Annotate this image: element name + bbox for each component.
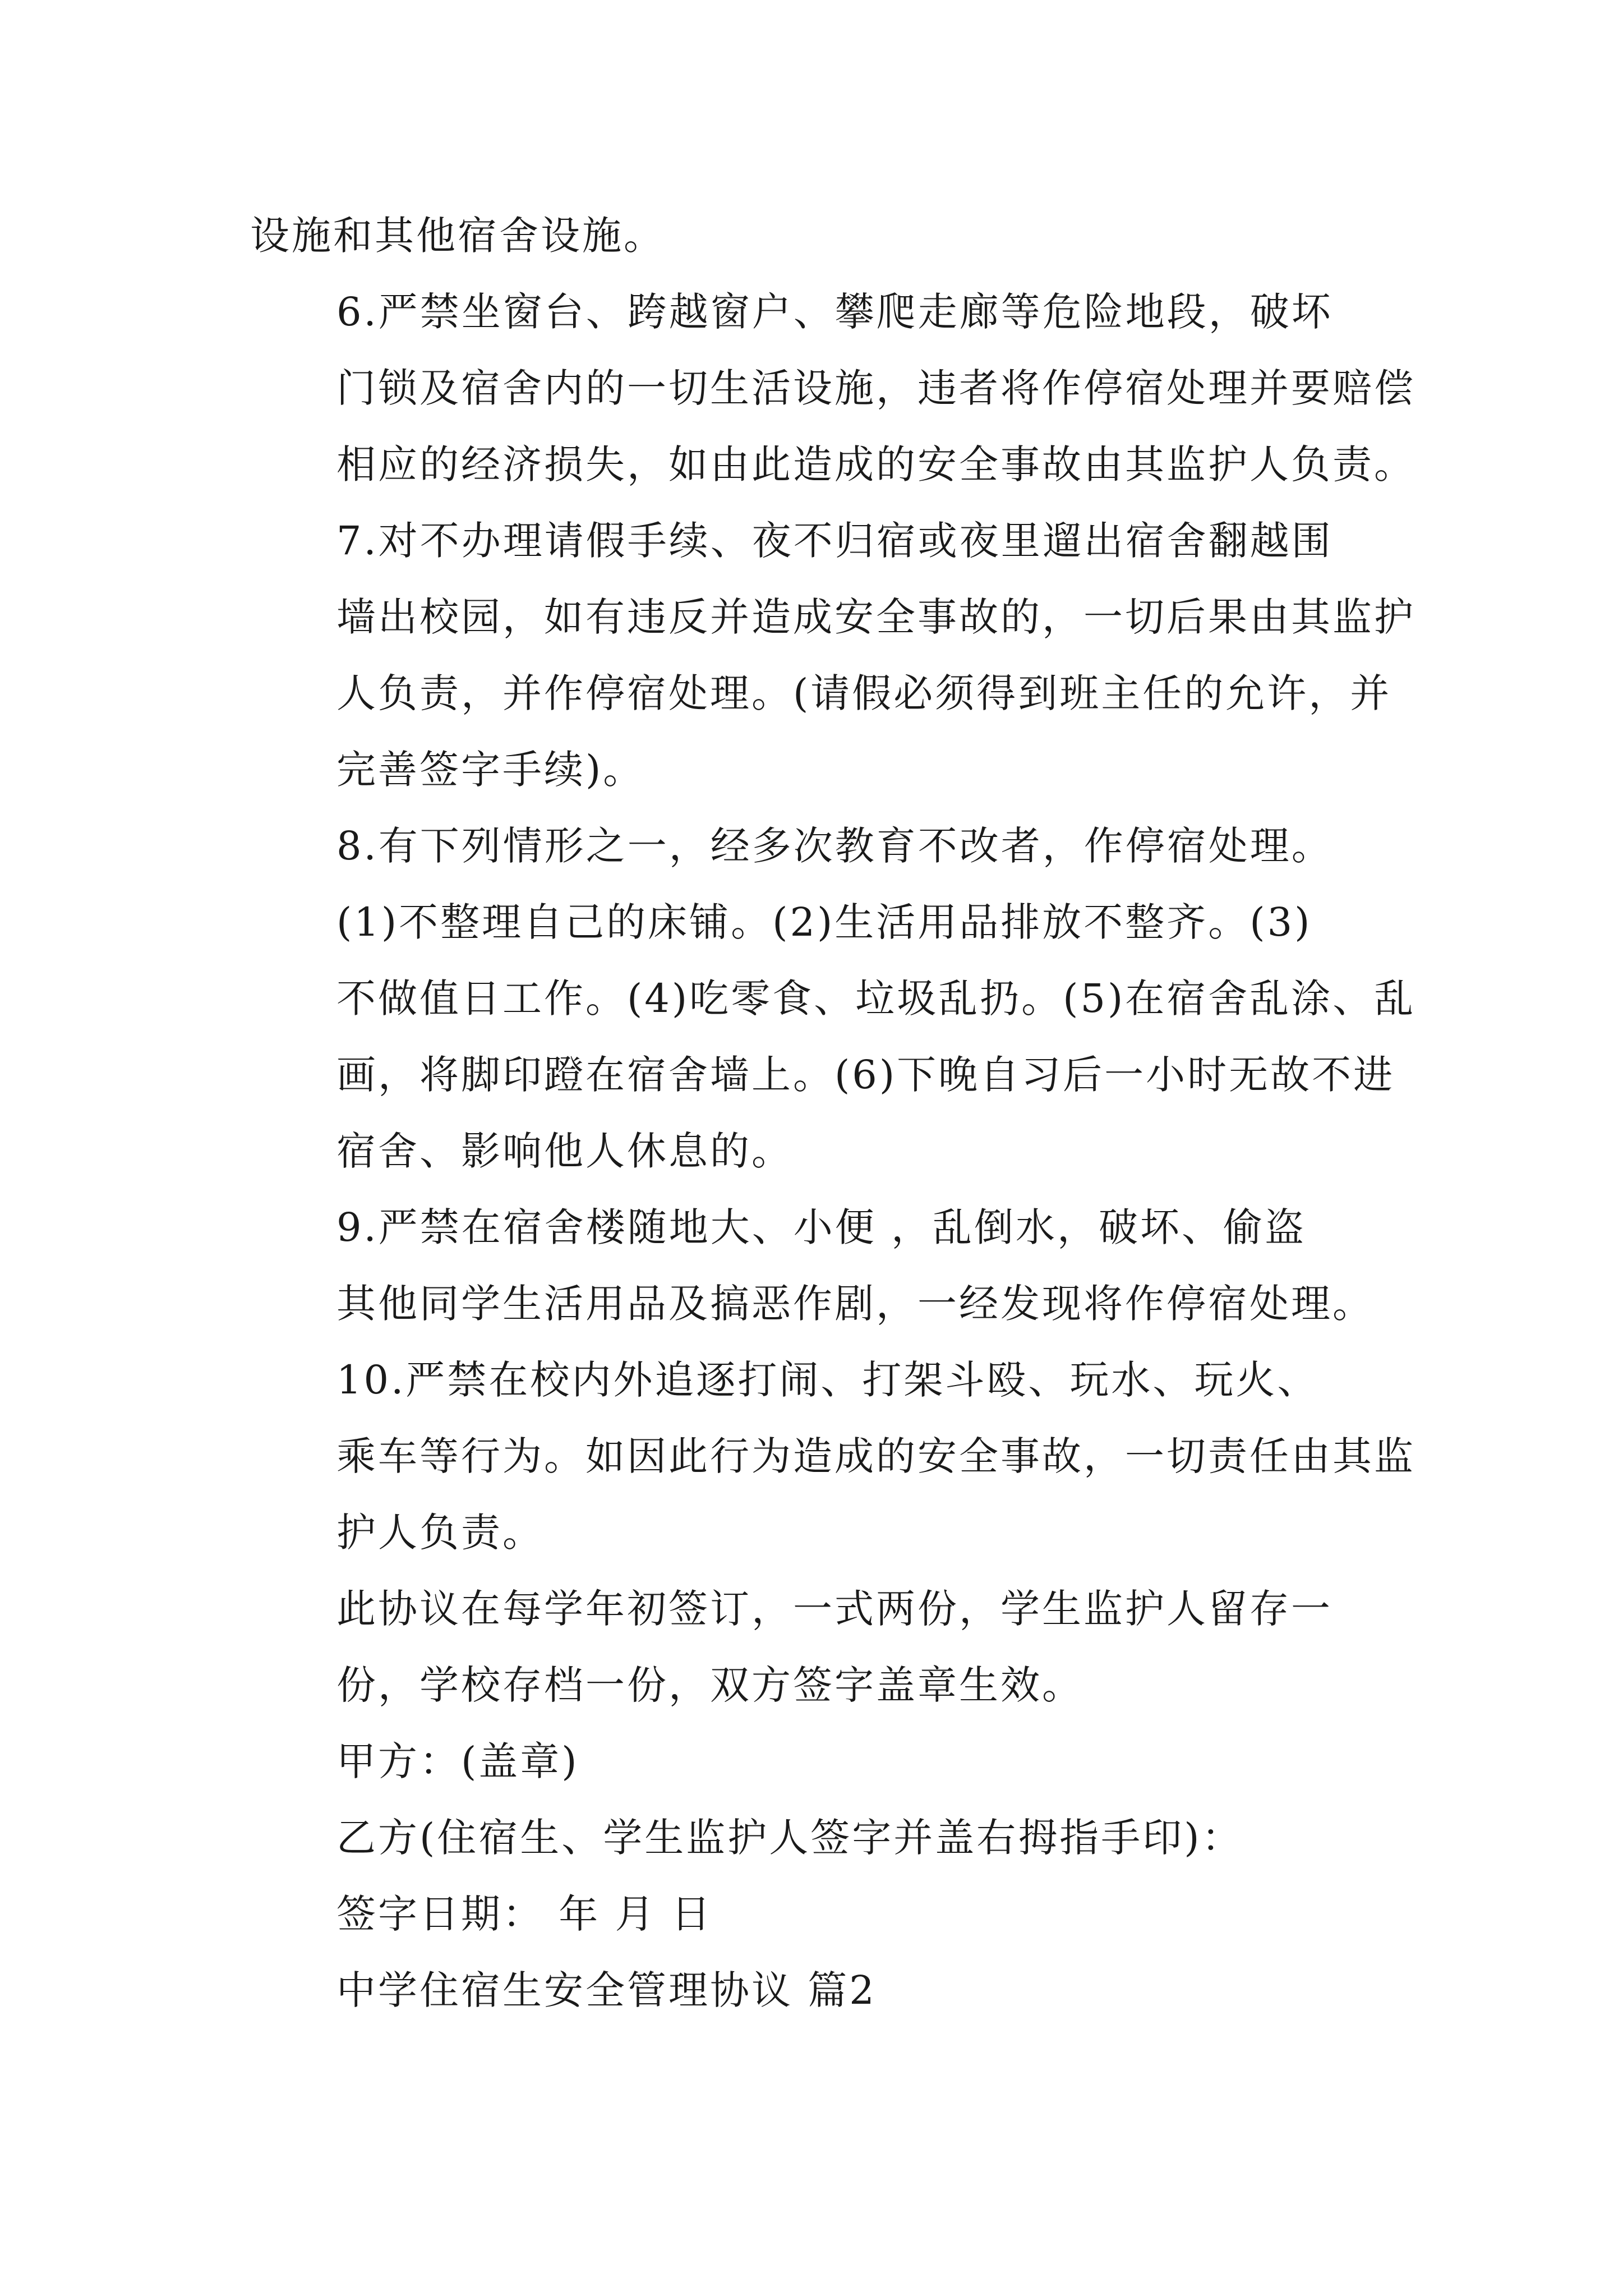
- document-body: [250, 197, 1416, 2028]
- text-line: 10.严禁在校内外追逐打闹、打架斗殴、玩水、玩火、: [336, 1357, 1319, 1403]
- text-line: 相应的经济损失，如由此造成的安全事故由其监护人负责。: [336, 441, 1415, 487]
- text-line: 甲方：(盖章): [336, 1738, 579, 1784]
- text-line: 不做值日工作。(4)吃零食、垃圾乱扔。(5)在宿舍乱涂、乱: [336, 976, 1416, 1022]
- text-line: 7.对不办理请假手续、夜不归宿或夜里遛出宿舍翻越围: [336, 518, 1333, 564]
- text-line: 画，将脚印蹬在宿舍墙上。(6)下晚自习后一小时无故不进: [336, 1052, 1395, 1098]
- text-line: 8.有下列情形之一，经多次教育不改者，作停宿处理。: [336, 823, 1333, 869]
- text-line: 此协议在每学年初签订，一式两份，学生监护人留存一: [336, 1586, 1332, 1632]
- paragraph: [250, 884, 1416, 1189]
- text-line: 设施和其他宿舍设施。: [250, 213, 665, 259]
- text-line: 人负责，并作停宿处理。(请假必须得到班主任的允许，并: [336, 670, 1392, 716]
- paragraph: [250, 1723, 1377, 1800]
- text-line: 其他同学生活用品及搞恶作剧，一经发现将作停宿处理。: [336, 1281, 1374, 1327]
- text-line: 门锁及宿舍内的一切生活设施，违者将作停宿处理并要赔偿: [336, 365, 1415, 411]
- paragraph: [250, 197, 1377, 274]
- paragraph: [250, 1342, 1415, 1571]
- text-line: 6.严禁坐窗台、跨越窗户、攀爬走廊等危险地段，破坏: [336, 289, 1333, 335]
- paragraph: [250, 1800, 1377, 1876]
- paragraph: [250, 1876, 1377, 1952]
- text-line: 完善签字手续)。: [336, 747, 645, 793]
- text-line: 护人负责。: [336, 1510, 544, 1556]
- text-line: 墙出校园，如有违反并造成安全事故的，一切后果由其监护: [336, 594, 1415, 640]
- text-line: (1)不整理自己的床铺。(2)生活用品排放不整齐。(3): [336, 899, 1312, 945]
- paragraph: [250, 274, 1415, 503]
- paragraph: [250, 808, 1377, 884]
- text-line: 乘车等行为。如因此行为造成的安全事故，一切责任由其监: [336, 1433, 1415, 1479]
- text-line: 宿舍、影响他人休息的。: [336, 1128, 793, 1174]
- paragraph: [250, 1571, 1377, 1723]
- text-line: 签字日期： 年 月 日: [336, 1891, 713, 1937]
- text-line: 乙方(住宿生、学生监护人签字并盖右拇指手印)：: [336, 1815, 1243, 1861]
- text-line: 9.严禁在宿舍楼随地大、小便 ，乱倒水，破坏、偷盗: [336, 1204, 1307, 1250]
- text-line: 中学住宿生安全管理协议 篇2: [336, 1967, 877, 2013]
- paragraph: [250, 1952, 1377, 2028]
- paragraph: [250, 503, 1415, 808]
- paragraph: [250, 1189, 1377, 1342]
- text-line: 份，学校存档一份，双方签字盖章生效。: [336, 1662, 1083, 1708]
